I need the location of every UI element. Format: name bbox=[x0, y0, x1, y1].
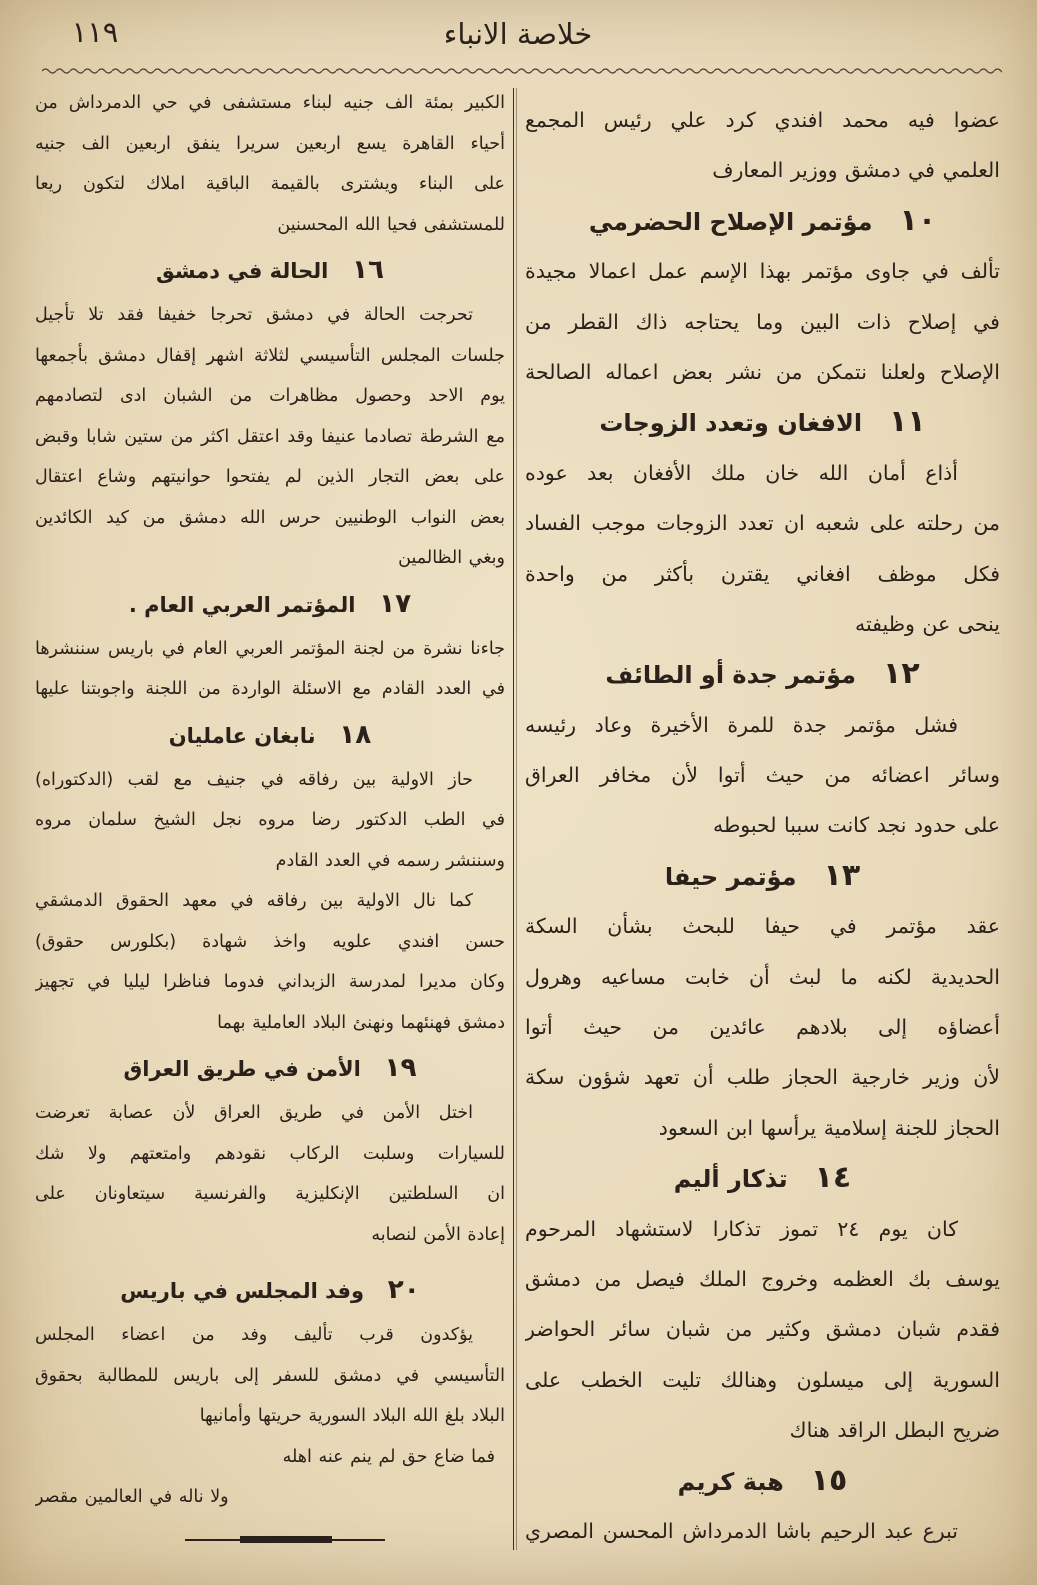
article-title: الحالة في دمشق bbox=[155, 259, 329, 283]
article-title: تذكار أليم bbox=[673, 1165, 788, 1194]
article-number: ١٨ bbox=[339, 719, 372, 750]
article-18-line: دمشق فهنئهما ونهنئ البلاد العاملية بهما bbox=[217, 1012, 505, 1033]
continuation-line: الكبير بمئة الف جنيه لبناء مستشفى في حي الدمرداش من bbox=[35, 93, 505, 113]
article-20-line: البلاد بلغ الله البلاد السورية حريتها وأمانيها bbox=[199, 1406, 505, 1426]
article-18-heading bbox=[35, 710, 505, 760]
article-number: ١٢ bbox=[883, 656, 920, 692]
article-title: هبة كريم bbox=[677, 1467, 784, 1496]
article-title: المؤتمر العربي العام . bbox=[128, 592, 356, 617]
article-10-line: في إصلاح ذات البين وما يحتاجه ذاك القطر من bbox=[525, 309, 1000, 334]
wavy-rule bbox=[42, 64, 1002, 78]
article-title: مؤتمر الإصلاح الحضرمي bbox=[588, 207, 873, 236]
article-13-line: لأن وزير خارجية الحجاز طلب أن تعهد شؤون سكة bbox=[525, 1065, 1000, 1090]
article-title: الافغان وتعدد الزوجات bbox=[599, 409, 863, 438]
article-19-line: للسيارات وسلبت الركاب نقودهم وامتعتهم ولا شك bbox=[35, 1143, 505, 1164]
ornament-thick-bar bbox=[240, 1536, 332, 1543]
article-15-line: تبرع عبد الرحيم باشا الدمرداش المحسن المصري bbox=[525, 1518, 958, 1543]
article-11-line: من رحلته على شعبه ان تعدد الزوجات موجب الفساد bbox=[525, 511, 1000, 536]
article-16-heading bbox=[35, 245, 505, 295]
article-title: مؤتمر جدة أو الطائف bbox=[605, 661, 857, 690]
article-12-line: وسائر اعضائه من حيث أتوا لأن مخافر العراق bbox=[525, 763, 1000, 788]
article-19-line: ان السلطتين الإنكليزية والفرنسية سيتعاونان على bbox=[35, 1184, 505, 1204]
article-17-line: جاءنا نشرة من لجنة المؤتمر العربي العام في باريس سننشرها bbox=[35, 638, 505, 659]
article-number: ١٥ bbox=[810, 1462, 848, 1498]
article-16-line: مع الشرطة تصادما عنيفا وقد اعتقل اكثر من ستين شابا وقبض bbox=[35, 426, 505, 447]
article-11-line: فكل موظف افغاني يقترن بأكثر من واحدة bbox=[525, 561, 1000, 586]
article-18-line: في الطب الدكتور رضا مروه نجل الشيخ سلمان مروه bbox=[35, 810, 505, 830]
continuation-line: أحياء القاهرة يسع اربعين سريرا ينفق اربعين الف جنيه bbox=[35, 133, 505, 154]
article-18-line: وكان مديرا لمدرسة الزبداني فدوما فناظرا ليليا في تجهيز bbox=[35, 972, 505, 992]
article-10-line: تألف في جاوى مؤتمر بهذا الإسم عمل اعمالا مجيدة bbox=[525, 259, 1000, 284]
right-column bbox=[525, 95, 1000, 1565]
article-20-heading bbox=[35, 1265, 505, 1315]
article-13-heading bbox=[525, 851, 1000, 901]
article-13-line: عقد مؤتمر في حيفا للبحث بشأن السكة bbox=[525, 914, 1000, 939]
continuation-line: العلمي في دمشق ووزير المعارف bbox=[712, 158, 1000, 183]
article-14-line: فقدم شبان دمشق وكثير من شبان سائر الحواضر bbox=[525, 1317, 1000, 1342]
article-13-line: الحديدية لكنه ما لبث أن خابت مساعيه وهرول bbox=[525, 964, 1000, 989]
article-16-line: جلسات المجلس التأسيسي لثلاثة اشهر إقفال دمشق بأجمعها bbox=[35, 345, 505, 366]
article-number: ١٩ bbox=[384, 1053, 417, 1083]
article-18-line: حاز الاولية بين رفاقه في جنيف مع لقب (الدكتوراه) bbox=[35, 769, 473, 790]
article-number: ١١ bbox=[889, 404, 926, 440]
article-16-line: تحرجت الحالة في دمشق تحرجا خفيفا فقد تلا تأجيل bbox=[35, 305, 473, 325]
article-17-line: في العدد القادم مع الاسئلة الواردة من اللجنة واجوبتنا عليها bbox=[35, 679, 505, 699]
article-number: ١٠ bbox=[899, 202, 937, 238]
article-18-line: كما نال الاولية بين رفاقه في معهد الحقوق الدمشقي bbox=[35, 891, 473, 911]
article-number: ١٣ bbox=[823, 857, 861, 893]
article-20-line: يؤكدون قرب تأليف وفد من اعضاء المجلس bbox=[35, 1325, 473, 1345]
article-10-heading bbox=[525, 196, 1000, 246]
article-11-line: أذاع أمان الله خان ملك الأفغان بعد عوده bbox=[525, 460, 958, 485]
verse-hemistich-first: فما ضاع حق لم ينم عنه اهله bbox=[282, 1446, 495, 1467]
article-number: ١٤ bbox=[814, 1160, 852, 1196]
article-title: الأمن في طريق العراق bbox=[123, 1057, 361, 1081]
article-number: ١٦ bbox=[352, 255, 385, 285]
article-19-line: إعادة الأمن لنصابه bbox=[371, 1224, 505, 1245]
verse-hemistich-second: ولا ناله في العالمين مقصر bbox=[35, 1487, 229, 1507]
article-number: ١٧ bbox=[379, 588, 412, 619]
article-16-line: على بعض التجار الذين لم يفتحوا حوانيتهم وشاع اعتقال bbox=[35, 467, 505, 487]
article-14-line: يوسف بك العظمه وخروج الملك فيصل من دمشق bbox=[525, 1266, 1000, 1291]
page-number: ١١٩ bbox=[71, 15, 119, 49]
article-20-line: التأسيسي في دمشق للسفر إلى باريس للمطالبة بحقوق bbox=[35, 1365, 505, 1386]
article-10-line: الإصلاح ولعلنا نتمكن من نشر بعض اعماله الصالحة bbox=[525, 359, 1000, 384]
article-11-heading bbox=[525, 397, 1000, 447]
article-12-line: فشل مؤتمر جدة للمرة الأخيرة وعاد رئيسه bbox=[525, 712, 958, 737]
end-ornament-rule bbox=[185, 1534, 385, 1546]
article-16-line: يوم الاحد وحصول مظاهرات من الشبان ادى لتصادمهم bbox=[35, 386, 505, 406]
article-19-line: اختل الأمن في طريق العراق لأن عصابة تعرضت bbox=[35, 1103, 473, 1123]
article-16-line: بعض النواب الوطنيين حرس الله دمشق من كيد الكائدين bbox=[35, 507, 505, 528]
article-14-line: كان يوم ٢٤ تموز تذكارا لاستشهاد المرحوم bbox=[525, 1216, 958, 1241]
article-18-line: وسننشر رسمه في العدد القادم bbox=[275, 850, 505, 871]
article-13-line: الحجاز للجنة إسلامية يرأسها ابن السعود bbox=[658, 1115, 1000, 1140]
article-title: نابغان عامليان bbox=[168, 723, 316, 748]
article-18-line: حسن افندي علويه واخذ شهادة (بكلورس حقوق) bbox=[35, 931, 505, 952]
article-12-heading bbox=[525, 649, 1000, 699]
article-19-heading bbox=[35, 1043, 505, 1093]
continuation-line: عضوا فيه محمد افندي كرد علي رئيس المجمع bbox=[525, 108, 1000, 132]
article-15-heading bbox=[525, 1456, 1000, 1506]
left-column bbox=[35, 83, 505, 1528]
article-16-line: وبغي الظالمين bbox=[398, 548, 505, 568]
article-11-line: ينحى عن وظيفته bbox=[854, 611, 1000, 636]
section-title: خلاصة الانباء bbox=[443, 17, 593, 51]
article-13-line: أعضاؤه إلى بلادهم عائدين من حيث أتوا bbox=[525, 1015, 1000, 1040]
article-title: وفد المجلس في باريس bbox=[120, 1279, 365, 1303]
article-14-line: ضريح البطل الراقد هناك bbox=[789, 1418, 1000, 1443]
article-17-heading bbox=[35, 579, 505, 629]
article-12-line: على حدود نجد كانت سببا لحبوطه bbox=[712, 813, 1000, 838]
continuation-line: للمستشفى فحيا الله المحسنين bbox=[277, 214, 505, 235]
column-divider bbox=[513, 88, 514, 1550]
continuation-line: على البناء ويشترى بالقيمة الباقية املاك لتكون ريعا bbox=[35, 174, 505, 194]
article-number: ٢٠ bbox=[387, 1275, 420, 1305]
article-title: مؤتمر حيفا bbox=[664, 862, 797, 891]
article-14-line: السورية إلى ميسلون وهنالك تليت الخطب على bbox=[525, 1367, 1000, 1392]
article-14-heading bbox=[525, 1153, 1000, 1203]
